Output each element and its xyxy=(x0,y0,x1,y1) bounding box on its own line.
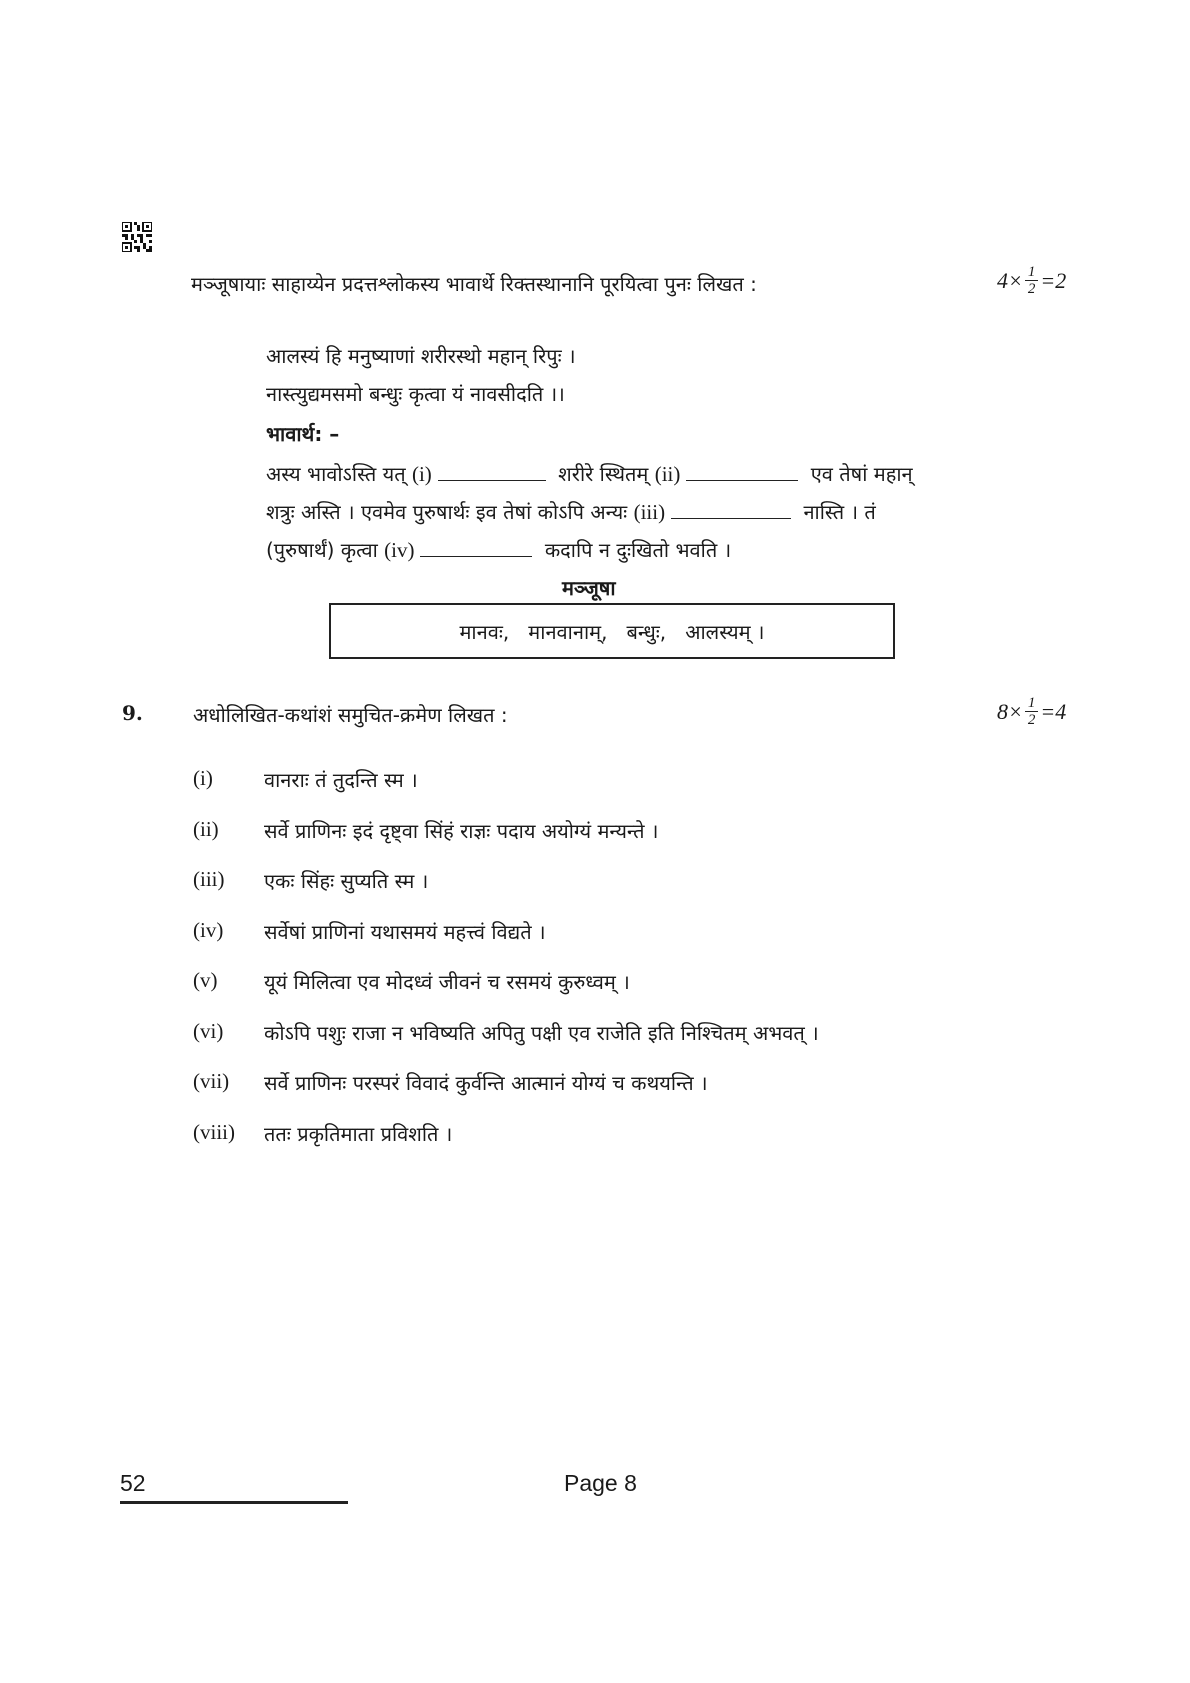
bhavartha-line-2: शत्रुः अस्ति । एवमेव पुरुषार्थः इव तेषां कोऽपि अन्यः (iii) नास्ति । तं xyxy=(266,500,876,524)
marks-total: =4 xyxy=(1040,698,1067,724)
blank-label-ii: (ii) xyxy=(654,462,681,486)
item-label: (i) xyxy=(193,766,213,790)
blank-label-iii: (iii) xyxy=(633,500,666,524)
question9-number: 9. xyxy=(122,701,143,725)
qr-code-icon xyxy=(122,222,152,252)
manjusha-heading: मञ्जूषा xyxy=(562,576,616,600)
marks-total: =2 xyxy=(1040,267,1067,293)
item-text: वानराः तं तुदन्ति स्म । xyxy=(264,768,418,792)
bhavartha-heading: भावार्थ: – xyxy=(266,422,340,446)
item-text: सर्वे प्राणिनः परस्परं विवादं कुर्वन्ति आत्मानं योग्यं च कथयन्ति । xyxy=(264,1071,708,1095)
blank-label-iv: (iv) xyxy=(384,538,415,562)
blank-iv[interactable] xyxy=(420,555,532,557)
manjusha-words: मानवः, मानवानाम्, बन्धुः, आलस्यम् । xyxy=(459,619,765,644)
bhavartha-line-3: (पुरुषार्थं) कृत्वा (iv) कदापि न दुःखितो भवति । xyxy=(266,538,732,562)
item-text: कोऽपि पशुः राजा न भविष्यति अपितु पक्षी एव राजेति इति निश्चितम् अभवत् । xyxy=(264,1021,819,1045)
marks-count: 4× xyxy=(997,267,1023,293)
verse-line-2: नास्त्युद्यमसमो बन्धुः कृत्वा यं नावसीदति ।। xyxy=(266,382,565,406)
item-label: (iii) xyxy=(193,867,225,891)
item-label: (vii) xyxy=(193,1069,230,1093)
item-label: (viii) xyxy=(193,1120,235,1144)
item-text: सर्वे प्राणिनः इदं दृष्ट्वा सिंहं राज्ञः पदाय अयोग्यं मन्यन्ते । xyxy=(264,819,659,843)
question8-instruction: मञ्जूषायाः साहाय्येन प्रदत्तश्लोकस्य भावार्थे रिक्तस्थानानि पूरयित्वा पुनः लिखत : xyxy=(191,272,757,296)
bhavartha-line-1: अस्य भावोऽस्ति यत् (i) शरीरे स्थितम् (ii) एव तेषां महान् xyxy=(266,462,913,486)
item-label: (ii) xyxy=(193,817,219,841)
page-number: Page 8 xyxy=(564,1470,637,1496)
item-text: सर्वेषां प्राणिनां यथासमयं महत्त्वं विद्यते । xyxy=(264,920,546,944)
item-text: एकः सिंहः सुप्यति स्म । xyxy=(264,869,429,893)
question9-marks xyxy=(997,695,1066,728)
item-label: (vi) xyxy=(193,1019,224,1043)
item-text: ततः प्रकृतिमाता प्रविशति । xyxy=(264,1122,453,1146)
item-label: (v) xyxy=(193,968,218,992)
marks-fraction: $\frac{1}{2}$ xyxy=(1025,695,1039,728)
marks-count: 8× xyxy=(997,698,1023,724)
question8-marks xyxy=(997,264,1066,297)
footer-divider xyxy=(120,1501,348,1504)
manjusha-word-box xyxy=(329,603,895,659)
item-text: यूयं मिलित्वा एव मोदध्वं जीवनं च रसमयं कुरुध्वम् । xyxy=(264,970,630,994)
item-label: (iv) xyxy=(193,918,224,942)
verse-line-1: आलस्यं हि मनुष्याणां शरीरस्थो महान् रिपुः । xyxy=(266,344,576,368)
question9-instruction: अधोलिखित-कथांशं समुचित-क्रमेण लिखत : xyxy=(193,703,508,727)
footer-code: 52 xyxy=(120,1470,146,1496)
blank-i[interactable] xyxy=(438,479,546,481)
blank-label-i: (i) xyxy=(411,462,432,486)
marks-fraction: $\frac{1}{2}$ xyxy=(1025,264,1039,297)
blank-iii[interactable] xyxy=(671,517,791,519)
blank-ii[interactable] xyxy=(686,479,798,481)
